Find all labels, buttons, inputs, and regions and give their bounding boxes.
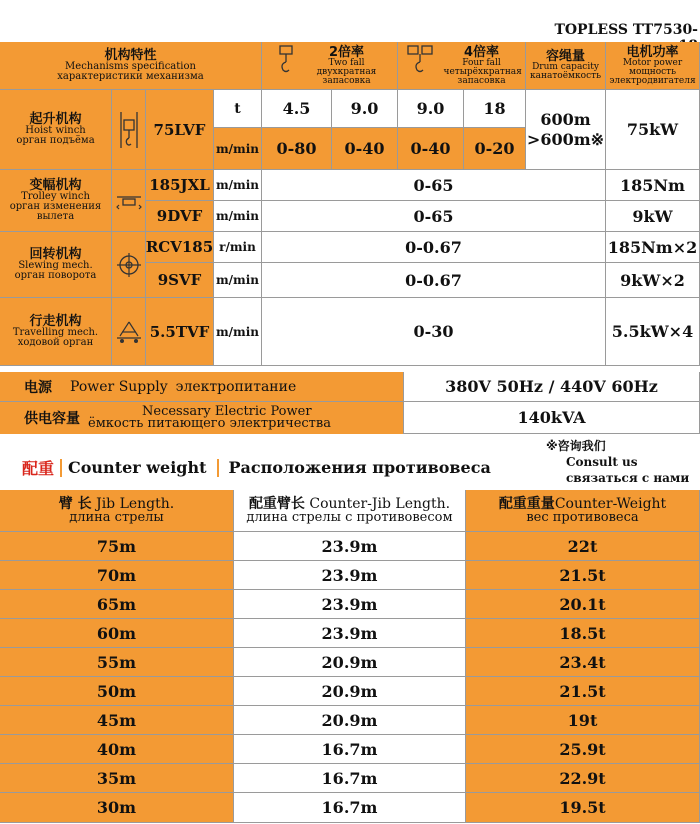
mech-en: Mechanisms specification (65, 61, 196, 72)
counter-jib-cell: 23.9m (234, 590, 466, 619)
trolley-zh: 变幅机构 (29, 178, 82, 193)
hoist-unit-t: t (214, 90, 262, 128)
counter-weight-cell: 19t (466, 706, 700, 735)
motor-power-header (606, 42, 700, 90)
jib-cell: 30m (0, 793, 234, 823)
slewing-en: Slewing mech. (18, 260, 93, 271)
counter-jib-cell: 16.7m (234, 735, 466, 764)
hoist-speed-4: 0-20 (464, 128, 526, 170)
drum-zh: 容绳量 (545, 49, 585, 64)
table-row (0, 561, 700, 590)
hoist-load-2: 9.0 (332, 90, 398, 128)
hoist-model: 75LVF (146, 90, 214, 170)
hoist-winch-icon (112, 90, 146, 170)
counter-weight-cell: 22t (466, 532, 700, 561)
mech-zh: 机构特性 (104, 48, 157, 63)
travel-value: 0-30 (262, 298, 606, 366)
jib-cell: 75m (0, 532, 234, 561)
counter-jib-cell: 23.9m (234, 532, 466, 561)
hook-two-fall-icon (276, 44, 296, 74)
hoist-speed-3: 0-40 (398, 128, 464, 170)
counter-weight-cell: 19.5t (466, 793, 700, 823)
motor-zh: 电机功率 (626, 44, 679, 60)
jib-cell: 45m (0, 706, 234, 735)
hoist-ru: орган подъёма (16, 135, 95, 146)
trolley-power-1: 185Nm (606, 170, 700, 201)
travel-ru: ходовой орган (17, 337, 94, 348)
capacity-label (0, 402, 403, 434)
trolley-label (0, 170, 112, 232)
trolley-winch-icon (112, 170, 146, 232)
slewing-value-2: 0-0.67 (262, 263, 606, 298)
counter-weight-title (0, 434, 700, 490)
hoist-zh: 起升机构 (29, 112, 82, 127)
table-row (0, 619, 700, 648)
hoist-unit-speed: m/min (214, 128, 262, 170)
counter-jib-cell: 23.9m (234, 561, 466, 590)
capacity-zh: 供电容量 (24, 411, 80, 427)
mech-ru: характеристики механизма (57, 71, 204, 82)
four-fall-en: Four fall (462, 57, 501, 68)
slewing-model-1: RCV185 (146, 232, 214, 263)
jib-cell: 55m (0, 648, 234, 677)
jib-cell: 70m (0, 561, 234, 590)
counter-weight-table (0, 532, 700, 824)
travel-en: Travelling mech. (12, 327, 99, 338)
jib-cell: 40m (0, 735, 234, 764)
power-supply-ru: электропитание (175, 378, 297, 395)
travel-label (0, 298, 112, 366)
table-row (0, 764, 700, 793)
counter-title-en: Counter weight (68, 458, 207, 477)
cw-en: Counter-Weight (554, 496, 667, 512)
two-fall-en: Two fall (328, 57, 365, 68)
counter-title-ru: Расположения противовеса (228, 458, 491, 477)
counter-jib-cell: 20.9m (234, 677, 466, 706)
hoist-en: Hoist winch (25, 125, 86, 136)
hoist-speed-1: 0-80 (262, 128, 332, 170)
four-fall-header (398, 42, 526, 90)
trolley-ru: орган изменения вылета (9, 201, 102, 222)
jib-zh: 臂 长 (58, 496, 92, 512)
model-title: TOPLESS TT7530- (554, 22, 698, 38)
drum-value-1: 600m (540, 109, 591, 129)
consult-note-ru: связаться с нами (566, 471, 690, 486)
jib-cell: 50m (0, 677, 234, 706)
power-supply-en: Power Supply (70, 378, 168, 395)
table-row (0, 677, 700, 706)
cjib-en: Counter-Jib Length. (309, 496, 451, 512)
hoist-load-3: 9.0 (398, 90, 464, 128)
counter-jib-header (234, 490, 466, 532)
power-supply-label (0, 372, 403, 402)
counter-weight-cell: 23.4t (466, 648, 700, 677)
trolley-unit-2: m/min (214, 201, 262, 232)
slewing-value-1: 0-0.67 (262, 232, 606, 263)
cw-zh: 配重重量 (498, 496, 555, 512)
power-supply-zh: 电源 (24, 379, 52, 396)
trolley-unit-1: m/min (214, 170, 262, 201)
spec-header-row (0, 42, 700, 90)
travel-model: 5.5TVF (146, 298, 214, 366)
jib-ru: длина стрелы (69, 510, 164, 525)
counter-jib-cell: 16.7m (234, 793, 466, 823)
slewing-model-2: 9SVF (146, 263, 214, 298)
mechanism-header (0, 42, 262, 90)
drum-capacity-header (526, 42, 606, 90)
counter-weight-cell: 20.1t (466, 590, 700, 619)
counter-jib-cell: 16.7m (234, 764, 466, 793)
consult-note-zh: ※咨询我们 (546, 439, 606, 453)
table-row (0, 648, 700, 677)
cjib-ru: длина стрелы с противовесом (246, 510, 453, 525)
cjib-zh: 配重臂长 (248, 496, 305, 512)
table-row (0, 532, 700, 561)
counter-weight-cell: 21.5t (466, 677, 700, 706)
travel-zh: 行走机构 (29, 314, 82, 329)
counter-title-zh: 配重 (22, 459, 55, 478)
slewing-unit-2: m/min (214, 263, 262, 298)
power-supply-value: 380V 50Hz / 440V 60Hz (403, 372, 700, 402)
table-row (0, 735, 700, 764)
title-divider (60, 459, 62, 477)
counter-weight-cell: 21.5t (466, 561, 700, 590)
hoist-power: 75kW (606, 90, 700, 170)
counter-jib-cell: 23.9m (234, 619, 466, 648)
counter-weight-cell: 22.9t (466, 764, 700, 793)
cw-ru: вес противовеса (526, 510, 639, 525)
hoist-label (0, 90, 112, 170)
travel-unit: m/min (214, 298, 262, 366)
jib-cell: 65m (0, 590, 234, 619)
trolley-value-1: 0-65 (262, 170, 606, 201)
jib-cell: 35m (0, 764, 234, 793)
slewing-power-2: 9kW×2 (606, 263, 700, 298)
hoist-load-1: 4.5 (262, 90, 332, 128)
trolley-en: Trolley winch (21, 191, 90, 202)
slewing-icon (112, 232, 146, 298)
slewing-power-1: 185Nm×2 (606, 232, 700, 263)
jib-en: Jib Length. (96, 496, 175, 512)
counter-weight-cell: 25.9t (466, 735, 700, 764)
four-fall-zh: 4倍率 (463, 44, 500, 60)
trolley-value-2: 0-65 (262, 201, 606, 232)
slewing-zh: 回转机构 (29, 247, 82, 262)
slewing-label (0, 232, 112, 298)
slewing-unit-1: r/min (214, 232, 262, 263)
counter-weight-header (466, 490, 700, 532)
trolley-power-2: 9kW (606, 201, 700, 232)
jib-length-header (0, 490, 234, 532)
hoist-load-4: 18 (464, 90, 526, 128)
four-fall-ru: четырёхкратная запасовка (443, 66, 522, 86)
travel-icon (112, 298, 146, 366)
drum-value-2: >600m※ (526, 129, 605, 149)
drum-ru: канатоёмкость (529, 71, 602, 81)
capacity-ru: ёмкость питающего электричества (88, 416, 331, 431)
hoist-speed-2: 0-40 (332, 128, 398, 170)
motor-en: Motor power (622, 57, 683, 68)
jib-cell: 60m (0, 619, 234, 648)
slewing-ru: орган поворота (14, 270, 97, 281)
table-row (0, 793, 700, 823)
two-fall-ru: двухкратная запасовка (316, 66, 377, 86)
table-row (0, 590, 700, 619)
travel-power: 5.5kW×4 (606, 298, 700, 366)
counter-jib-cell: 20.9m (234, 706, 466, 735)
trolley-model-2: 9DVF (146, 201, 214, 232)
motor-ru: мощность электродвигателя (609, 66, 696, 86)
two-fall-header (262, 42, 398, 90)
consult-note-en: Consult us (566, 455, 638, 470)
counter-jib-cell: 20.9m (234, 648, 466, 677)
table-row (0, 706, 700, 735)
drum-en: Drum capacity (532, 62, 599, 72)
capacity-value: 140kVA (403, 402, 700, 434)
counter-weight-cell: 18.5t (466, 619, 700, 648)
title-divider-2 (217, 459, 219, 477)
hoist-drum (526, 90, 606, 170)
capacity-en: Necessary Electric Power (142, 403, 312, 419)
trolley-model-1: 185JXL (146, 170, 214, 201)
two-fall-zh: 2倍率 (328, 44, 365, 60)
hook-four-fall-icon (406, 44, 434, 74)
